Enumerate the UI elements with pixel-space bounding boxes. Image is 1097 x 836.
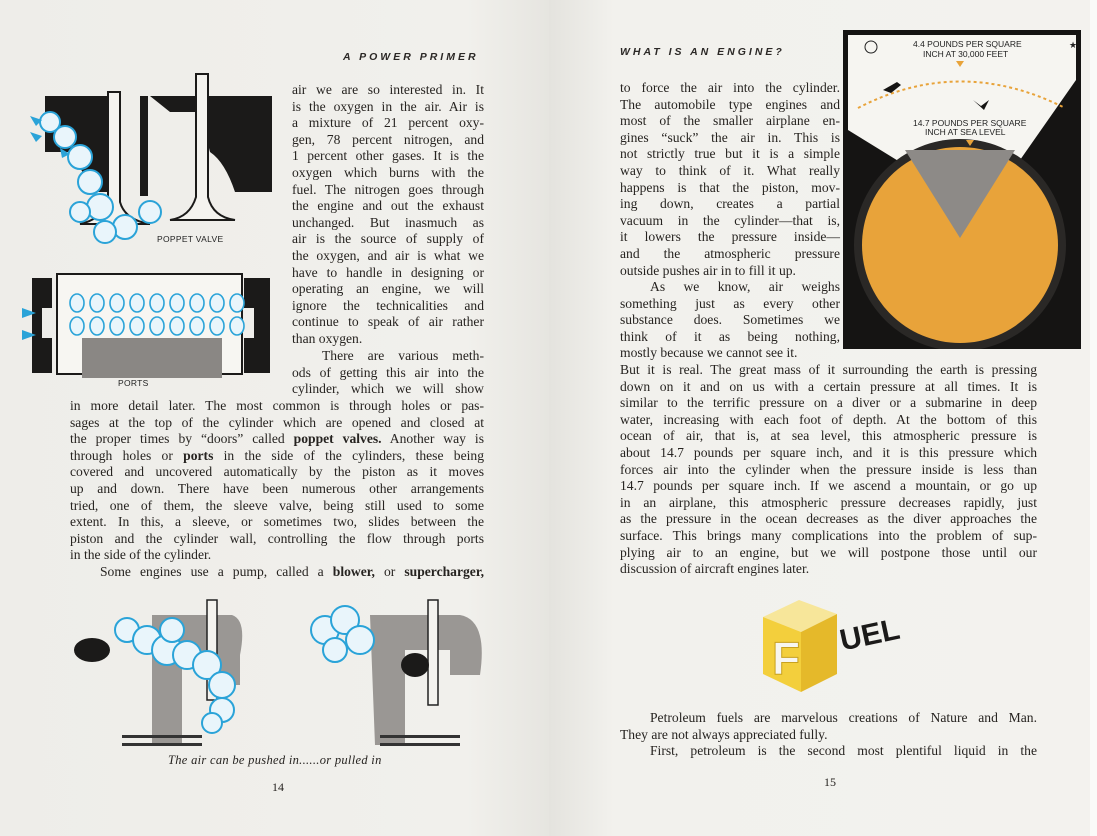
text-line: through holes or ports in the side of the cylinders, these being bbox=[70, 447, 484, 463]
fuel-logo bbox=[759, 592, 909, 697]
text-line: as the pressure in the ocean decreases as the diver approaches the bbox=[620, 511, 1037, 527]
text-line: to force the air into the cylinder. bbox=[620, 80, 840, 95]
poppet-valve-label: POPPET VALVE bbox=[157, 234, 224, 244]
text-line: have to handle in designing or bbox=[292, 264, 484, 280]
svg-text:★: ★ bbox=[1069, 40, 1078, 50]
text-line: ignore the technicalities and bbox=[292, 297, 484, 313]
column-paragraph-1 bbox=[292, 82, 484, 348]
paragraph-5 bbox=[620, 743, 1037, 760]
text-line: way to think of it. What really bbox=[620, 162, 840, 178]
text-line: vacuum in the cylinder—that is, bbox=[620, 212, 840, 228]
text-line: First, petroleum is the second most plentiful liquid in the bbox=[650, 743, 1037, 758]
text-line: They are not always appreciated fully. bbox=[620, 726, 828, 742]
atmospheric-pressure-illustration bbox=[843, 30, 1081, 349]
text-line: But it is real. The great mass of it surrounding the earth is pressing bbox=[620, 362, 1037, 377]
right-page bbox=[549, 0, 1090, 836]
text-line: the oxygen, and air is what we bbox=[292, 247, 484, 263]
text-line: happens is that the piston, mov- bbox=[620, 179, 840, 195]
text-line: about 14.7 pounds per square inch, and it is this pressure which bbox=[620, 444, 1037, 460]
text-line: unchanged. But inasmuch as bbox=[292, 214, 484, 230]
text-line: and the atmospheric pressure bbox=[620, 245, 840, 261]
figure-caption: The air can be pushed in......or pulled in bbox=[168, 753, 382, 767]
text-line: than oxygen. bbox=[292, 330, 363, 346]
text-line: Petroleum fuels are marvelous creations of Nature and Man. bbox=[650, 710, 1037, 725]
text-line: operating an engine, we will bbox=[292, 281, 484, 297]
text-line: 1 percent other gases. It is the bbox=[292, 148, 484, 164]
page-number: 15 bbox=[824, 775, 836, 789]
text-line: surface. This brings many complications into the problem of sup- bbox=[620, 527, 1037, 543]
text-line: piston and the cylinder wall, controlling the flow through ports bbox=[70, 530, 484, 546]
text-line: fuel. The nitrogen goes through bbox=[292, 181, 484, 197]
text-line: a mixture of 21 percent oxy- bbox=[292, 115, 484, 131]
text-line: sages at the top of the cylinder which are opened and closed at bbox=[70, 414, 484, 430]
text-line: something just as every other bbox=[620, 295, 840, 311]
text-line: substance does. Sometimes we bbox=[620, 312, 840, 328]
column-paragraph-2 bbox=[620, 279, 840, 362]
text-line: outside pushes air in to fill it up. bbox=[620, 262, 796, 278]
text-line: the proper times by “doors” called poppet valves. Another way is bbox=[70, 431, 484, 447]
running-head: A POWER PRIMER bbox=[343, 51, 479, 63]
altitude-label-line2: INCH AT 30,000 FEET bbox=[923, 49, 1009, 59]
text-line: tried, one of them, the sleeve valve, being still used to some bbox=[70, 497, 484, 513]
text-line: think of it as being nothing, bbox=[620, 328, 840, 344]
text-line: The automobile type engines and bbox=[620, 96, 840, 112]
column-paragraph-1 bbox=[620, 80, 840, 279]
page-number: 14 bbox=[272, 780, 284, 794]
sea-level-label-line2: INCH AT SEA LEVEL bbox=[925, 127, 1006, 137]
text-line: not strictly true but it is a simple bbox=[620, 146, 840, 162]
text-line: cylinder, which we will show bbox=[292, 381, 484, 397]
text-line: similar to the terrific pressure on a diver or a submarine in deep bbox=[620, 395, 1037, 411]
text-line: the engine and out the exhaust bbox=[292, 198, 484, 214]
paragraph-3 bbox=[620, 362, 1037, 578]
text-line: is the oxygen in the air. Air is bbox=[292, 98, 484, 114]
text-line: ing down, creates a partial bbox=[620, 196, 840, 212]
column-paragraph-2 bbox=[292, 348, 484, 398]
text-line: There are various meth- bbox=[322, 348, 484, 363]
sea-level-label-line1: 14.7 POUNDS PER SQUARE bbox=[913, 118, 1027, 128]
text-line: most of the smaller airplane en- bbox=[620, 113, 840, 129]
running-head: WHAT IS AN ENGINE? bbox=[620, 46, 785, 58]
text-line: ocean of air, that is, at sea level, this atmospheric pressure is bbox=[620, 428, 1037, 444]
text-line: in more detail later. The most common is through holes or pas- bbox=[70, 398, 484, 413]
ports-label: PORTS bbox=[118, 378, 149, 388]
text-line: covered and uncovered automatically by the piston as it moves bbox=[70, 464, 484, 480]
pulled-in-illustration bbox=[300, 595, 495, 755]
text-line: it lowers the pressure inside— bbox=[620, 229, 840, 245]
text-line: in the side of the cylinder. bbox=[70, 547, 212, 563]
paragraph-3 bbox=[70, 564, 484, 581]
text-line: 14.7 pounds per square inch. If we ascend a mountain, or go up bbox=[620, 478, 1037, 494]
text-line: in an airplane, this atmospheric pressure decreases rapidly, just bbox=[620, 494, 1037, 510]
text-line: discussion of aircraft engines later. bbox=[620, 561, 810, 577]
text-line: forces air into the cylinder when the pressure inside is less than bbox=[620, 461, 1037, 477]
text-line: continue to speak of air rather bbox=[292, 314, 484, 330]
poppet-valve-illustration bbox=[20, 72, 280, 252]
text-line: air is the source of supply of bbox=[292, 231, 484, 247]
text-line: As we know, air weighs bbox=[650, 279, 840, 294]
altitude-label-line1: 4.4 POUNDS PER SQUARE bbox=[913, 39, 1022, 49]
paragraph-2-continued bbox=[70, 398, 484, 564]
text-line: ods of getting this air into the bbox=[292, 364, 484, 380]
text-line: down on it and on us with a certain pressure at all times. It is bbox=[620, 378, 1037, 394]
pushed-in-illustration bbox=[62, 595, 252, 755]
text-line: Some engines use a pump, called a blower, or supercharger, bbox=[100, 564, 485, 579]
text-line: air we are so interested in. It bbox=[292, 82, 484, 97]
text-line: gines “suck” the air in. This is bbox=[620, 129, 840, 145]
ports-illustration bbox=[22, 268, 274, 388]
text-line: water, increasing with each foot of depth. At the bottom of this bbox=[620, 411, 1037, 427]
text-line: gen, 78 percent nitrogen, and bbox=[292, 131, 484, 147]
text-line: up and down. There have been numerous other arrangements bbox=[70, 480, 484, 496]
svg-text:UEL: UEL bbox=[837, 612, 903, 658]
svg-text:F: F bbox=[772, 632, 801, 684]
text-line: oxygen which burns with the bbox=[292, 164, 484, 180]
text-line: plying air to an engine, but we will postpone those until our bbox=[620, 544, 1037, 560]
text-line: extent. In this, a sleeve, or sometimes two, slides between the bbox=[70, 514, 484, 530]
paragraph-4 bbox=[620, 710, 1037, 743]
text-line: mostly because we cannot see it. bbox=[620, 345, 798, 361]
